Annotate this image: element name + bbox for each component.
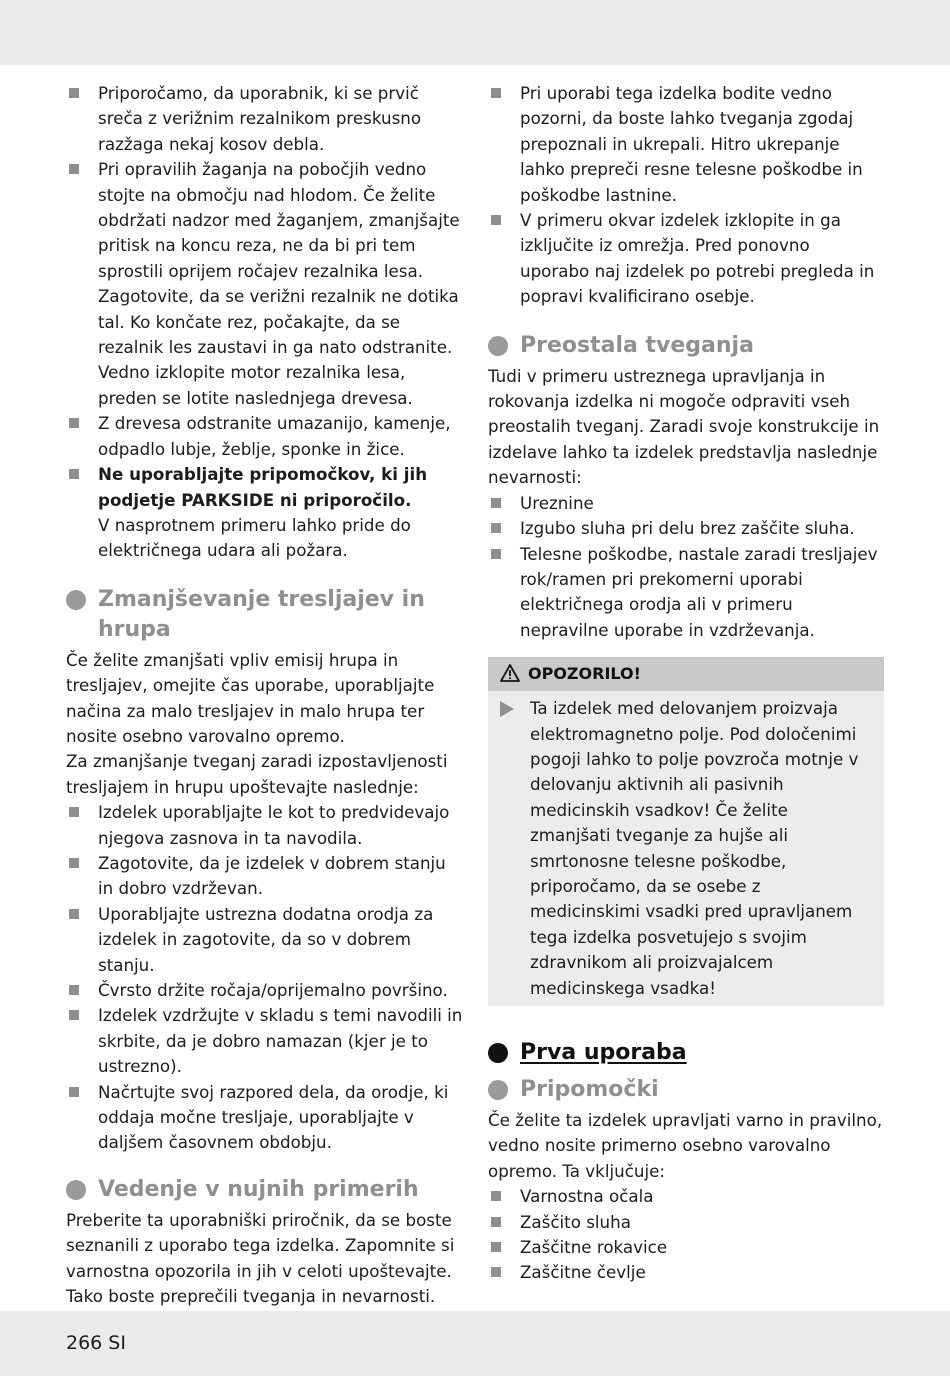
header-band: [0, 0, 950, 65]
paragraph: Če želite zmanjšati vpliv emisij hrupa in tresljajev, omejite čas uporabe, uporabljajte načina za malo tresljajev in malo hrupa ter nosite osebno varovalno opremo.: [66, 649, 435, 746]
vibration-bullet-list: [66, 800, 466, 1156]
list-item: Načrtujte svoj razpored dela, da orodje, ki oddaja močne tresljaje, uporabljajte v daljšem časovnem obdobju.: [66, 1080, 466, 1156]
play-arrow-icon: [500, 701, 514, 717]
warning-consequence-text: V nasprotnem primeru lahko pride do električnega udara ali požara.: [98, 514, 411, 561]
risks-bullet-list: [488, 491, 884, 643]
section-title: Vedenje v nujnih primerih: [98, 1176, 419, 1202]
section-heading-emergency: [66, 1175, 466, 1205]
list-item: Uporabljajte ustrezna dodatna orodja za izdelek in zagotovite, da so v dobrem stanju.: [66, 902, 466, 978]
list-item-bold: [66, 462, 466, 564]
list-item: Telesne poškodbe, nastale zaradi tresljajev rok/ramen pri prekomerni uporabi električnega orodja ali v primeru nepravilne uporabe in vzdrževanja.: [488, 542, 884, 644]
safety-bullet-list: [488, 81, 884, 310]
right-column: [488, 81, 884, 1286]
list-item: Varnostna očala: [488, 1184, 884, 1209]
left-column: [66, 81, 466, 1309]
list-item: Pri opravilih žaganja na pobočjih vedno stojte na območju nad hlodom. Če želite obdržati nadzor med žaganjem, zmanjšajte pritisk na koncu reza, ne da bi pri tem sprostili oprijem ročajev rezalnika lesa. Zagotovite, da se verižni rezalnik ne dotika tal. Ko končate rez, počakajte, da se rezalnik les zaustavi in ga nato odstranite. Vedno izklopite motor rezalnika lesa, preden se lotite naslednjega drevesa.: [66, 157, 466, 411]
bullet-circle-icon: [66, 1180, 86, 1200]
list-item: Zaščito sluha: [488, 1210, 884, 1235]
warning-text: Ta izdelek med delovanjem proizvaja elektromagnetno polje. Pod določenimi pogoji lahko to polje povzroča motnje v delovanju aktivnih ali pasivnih medicinskih vsadkov! Če želite zmanjšati tveganje za hujše ali smrtonosne telesne poškodbe, priporočamo, da se osebe z medicinskimi vsadki pred upravljanem tega izdelka posvetujejo s svojim zdravnikom ali proizvajalcem medicinskega vsadka!: [530, 698, 859, 998]
bullet-circle-icon: [66, 590, 86, 610]
list-item: Priporočamo, da uporabnik, ki se prvič sreča z verižnim rezalnikom preskusno razžaga nekaj kosov debla.: [66, 81, 466, 157]
bullet-circle-icon: [488, 1043, 508, 1063]
list-item: Pri uporabi tega izdelka bodite vedno pozorni, da boste lahko tveganja zgodaj prepoznali in ukrepali. Hitro ukrepanje lahko prepreči resne telesne poškodbe in poškodbe lastnine.: [488, 81, 884, 208]
list-item: Ureznine: [488, 491, 884, 516]
warning-triangle-icon: [500, 664, 520, 682]
section-heading-first-use: [488, 1038, 884, 1068]
list-item: Izgubo sluha pri delu brez zaščite sluha.: [488, 516, 884, 541]
bullet-circle-icon: [488, 1080, 508, 1100]
section-title: Prva uporaba: [520, 1040, 687, 1065]
section-heading-residual-risks: [488, 331, 884, 361]
section-title: Zmanjševanje tresljajev in hrupa: [98, 586, 425, 642]
paragraph: Preberite ta uporabniški priročnik, da se boste seznanili z uporabo tega izdelka. Zapomnite si varnostna opozorila in jih v celoti upoštevajte. Tako boste preprečili tveganja in nevarnosti.: [66, 1209, 455, 1307]
safety-bullet-list: [66, 81, 466, 564]
paragraph: Tudi v primeru ustreznega upravljanja in rokovanja izdelka ni mogoče odpraviti vseh preostalih tveganj. Zaradi svoje konstrukcije in izdelave lahko ta izdelek predstavlja naslednje nevarnosti:: [488, 365, 880, 488]
bold-warning-text: Ne uporabljajte pripomočkov, ki jih podjetje PARKSIDE ni priporočilo.: [98, 464, 428, 510]
section-heading-vibration: [66, 585, 466, 645]
list-item: Čvrsto držite ročaja/oprijemalno površino.: [66, 978, 466, 1003]
paragraph: Če želite ta izdelek upravljati varno in pravilno, vedno nosite primerno osebno varovalno opremo. Ta vključuje:: [488, 1110, 883, 1181]
bullet-circle-icon: [488, 336, 508, 356]
list-item: V primeru okvar izdelek izklopite in ga izključite iz omrežja. Pred ponovno uporabo naj izdelek po potrebi pregleda in popravi kvalificirano osebje.: [488, 208, 884, 310]
list-item: Izdelek uporabljajte le kot to predvidevajo njegova zasnova in ta navodila.: [66, 800, 466, 851]
warning-title: OPOZORILO!: [528, 664, 641, 684]
list-item: Zaščitne čevlje: [488, 1260, 884, 1285]
section-heading-accessories: [488, 1075, 884, 1105]
warning-body: [488, 691, 884, 1006]
section-title: Preostala tveganja: [520, 332, 754, 358]
list-item: Z drevesa odstranite umazanijo, kamenje, odpadlo lubje, žeblje, sponke in žice.: [66, 411, 466, 462]
equipment-bullet-list: [488, 1184, 884, 1286]
warning-header: [488, 657, 884, 691]
paragraph: Za zmanjšanje tveganj zaradi izpostavljenosti tresljajem in hrupu upoštevajte naslednje:: [66, 751, 448, 797]
list-item: Izdelek vzdržujte v skladu s temi navodili in skrbite, da je dobro namazan (kjer je to ustrezno).: [66, 1003, 466, 1079]
section-title: Pripomočki: [520, 1077, 659, 1102]
list-item: Zaščitne rokavice: [488, 1235, 884, 1260]
list-item: Zagotovite, da je izdelek v dobrem stanju in dobro vzdrževan.: [66, 851, 466, 902]
footer-band: [0, 1311, 950, 1376]
warning-box: [488, 657, 884, 1006]
page-number: 266 SI: [66, 1332, 126, 1354]
